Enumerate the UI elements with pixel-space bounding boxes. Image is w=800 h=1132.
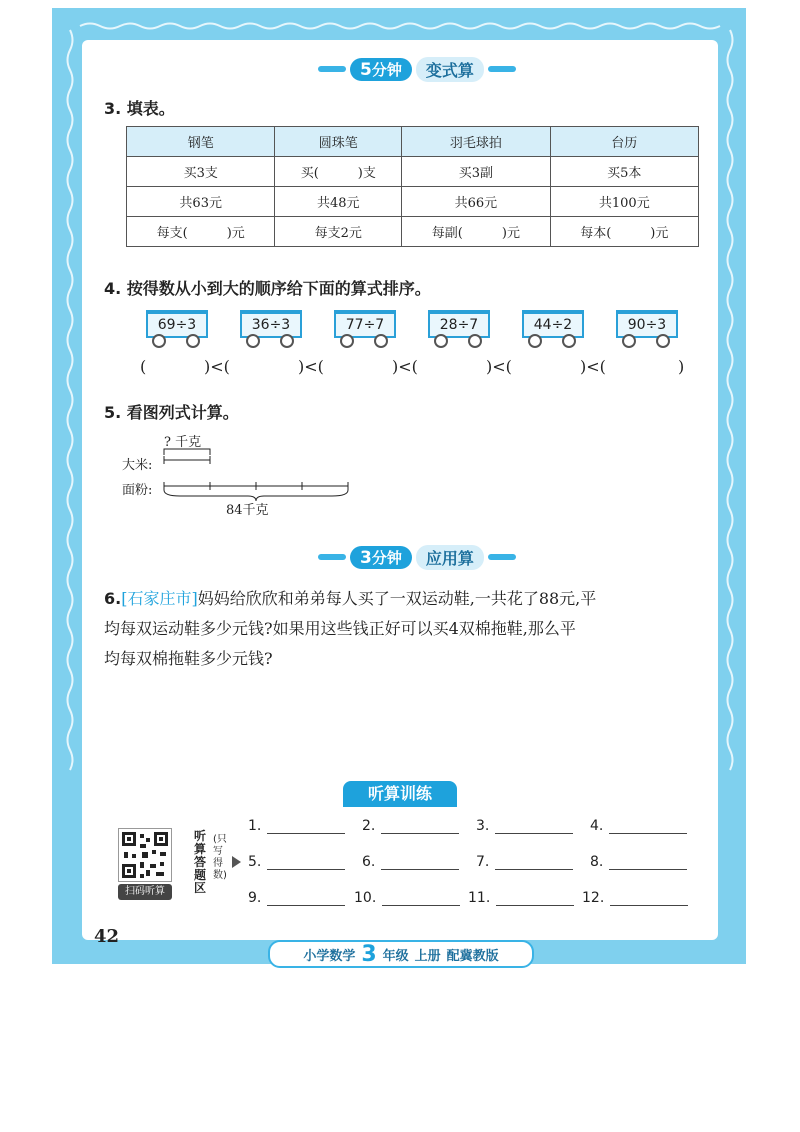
answer-slot[interactable]: 5.: [248, 854, 345, 870]
table-row: [127, 217, 699, 247]
q6-block: [104, 584, 714, 674]
table-cell: 共48元: [275, 187, 402, 217]
wheel-icon: [280, 334, 294, 348]
cart-expression: [332, 308, 396, 346]
wheel-icon: [340, 334, 354, 348]
wheel-icon: [622, 334, 636, 348]
wheel-icon: [374, 334, 388, 348]
page-number: 42: [94, 926, 120, 947]
table-cell: 每支2元: [275, 217, 402, 247]
answer-slot[interactable]: 11.: [468, 890, 574, 906]
table-header-cell: 钢笔: [127, 127, 275, 157]
cart-expression: [520, 308, 584, 346]
answer-slot[interactable]: 10.: [354, 890, 460, 906]
total-weight-label: 84千克: [226, 503, 269, 518]
answer-slot[interactable]: 3.: [476, 818, 573, 834]
answer-slot[interactable]: 4.: [590, 818, 687, 834]
section-title: 应用算: [416, 545, 484, 570]
table-cell-blank[interactable]: 每本( )元: [550, 217, 698, 247]
wheel-icon: [434, 334, 448, 348]
expression-box: 90÷3: [616, 310, 678, 338]
q6-line: 均每双棉拖鞋多少元钱?: [104, 649, 273, 668]
table-cell: 买5本: [550, 157, 698, 187]
table-cell: 共100元: [550, 187, 698, 217]
answer-slot[interactable]: 1.: [248, 818, 345, 834]
section-title: 变式算: [416, 57, 484, 82]
expression-box: 77÷7: [334, 310, 396, 338]
cart-expression: [426, 308, 490, 346]
table-cell: 买3支: [127, 157, 275, 187]
order-bracket: )<(: [298, 357, 324, 376]
unknown-weight-label: ? 千克: [164, 435, 202, 450]
table-row: [127, 187, 699, 217]
order-bracket: )<(: [392, 357, 418, 376]
q6-number: 6.: [104, 589, 122, 608]
answer-slot[interactable]: 12.: [582, 890, 688, 906]
volume-label: 上册: [414, 948, 441, 964]
table-header-row: [127, 127, 699, 157]
table-cell-blank[interactable]: 买( )支: [275, 157, 402, 187]
answer-slot[interactable]: 2.: [362, 818, 459, 834]
banner-line-left: [318, 554, 346, 560]
question-brace: [164, 449, 210, 455]
q6-line: 均每双运动鞋多少元钱?如果用这些钱正好可以买4双棉拖鞋,那么平: [104, 619, 576, 638]
answer-slot[interactable]: 9.: [248, 890, 345, 906]
answer-slot[interactable]: 7.: [476, 854, 573, 870]
cart-expression: [144, 308, 208, 346]
price-table: [126, 126, 699, 247]
banner-line-left: [318, 66, 346, 72]
order-bracket: (: [140, 357, 147, 376]
line-diagram: [160, 446, 360, 506]
qr-code[interactable]: [118, 828, 172, 882]
banner-line-right: [488, 554, 516, 560]
order-bracket: )<(: [580, 357, 606, 376]
order-bracket: ): [678, 357, 685, 376]
listening-title: 听算训练: [343, 781, 457, 807]
wheel-icon: [468, 334, 482, 348]
table-cell: 买3副: [402, 157, 550, 187]
wheel-icon: [246, 334, 260, 348]
table-header-cell: 台历: [550, 127, 698, 157]
wheel-icon: [562, 334, 576, 348]
table-header-cell: 羽毛球拍: [402, 127, 550, 157]
q6-region-tag: [石家庄市]: [121, 589, 198, 608]
qr-pattern: [119, 829, 171, 881]
q3-heading: 3. 填表。: [104, 99, 175, 118]
play-arrow-icon: [232, 856, 241, 868]
flour-label: 面粉:: [122, 483, 153, 498]
banner-line-right: [488, 66, 516, 72]
expression-box: 28÷7: [428, 310, 490, 338]
grade-number: 3: [361, 941, 377, 967]
q6-line: [104, 584, 714, 614]
expression-box: 69÷3: [146, 310, 208, 338]
qr-caption: 扫码听算: [118, 884, 172, 900]
order-bracket: )<(: [204, 357, 230, 376]
wheel-icon: [152, 334, 166, 348]
subject-label: 小学数学: [303, 948, 356, 964]
answer-slot[interactable]: 8.: [590, 854, 687, 870]
answer-note: (只写得数): [213, 834, 227, 881]
q6-text: 妈妈给欣欣和弟弟每人买了一双运动鞋,一共花了88元,平: [197, 589, 597, 608]
cart-expression: [614, 308, 678, 346]
table-header-cell: 圆珠笔: [275, 127, 402, 157]
wheel-icon: [186, 334, 200, 348]
table-cell-blank[interactable]: 每支( )元: [127, 217, 275, 247]
cart-expression: [238, 308, 302, 346]
rice-label: 大米:: [122, 458, 153, 473]
expression-box: 44÷2: [522, 310, 584, 338]
book-info: [268, 940, 534, 968]
minutes-badge: 3分钟: [350, 546, 412, 569]
wheel-icon: [656, 334, 670, 348]
wheel-icon: [528, 334, 542, 348]
minutes-badge: 5分钟: [350, 58, 412, 81]
section-banner-application: [318, 545, 516, 569]
table-cell: 共63元: [127, 187, 275, 217]
q5-heading: 5. 看图列式计算。: [104, 403, 239, 422]
section-banner-variant: [318, 57, 516, 81]
answer-area-label: 听算答题区: [194, 829, 207, 895]
expression-box: 36÷3: [240, 310, 302, 338]
answer-slot[interactable]: 6.: [362, 854, 459, 870]
q4-heading: 4. 按得数从小到大的顺序给下面的算式排序。: [104, 279, 431, 298]
table-cell-blank[interactable]: 每副( )元: [402, 217, 550, 247]
table-cell: 共66元: [402, 187, 550, 217]
table-row: [127, 157, 699, 187]
order-bracket: )<(: [486, 357, 512, 376]
grade-label: 年级: [382, 948, 409, 964]
edition-label: 配冀教版: [446, 948, 499, 964]
